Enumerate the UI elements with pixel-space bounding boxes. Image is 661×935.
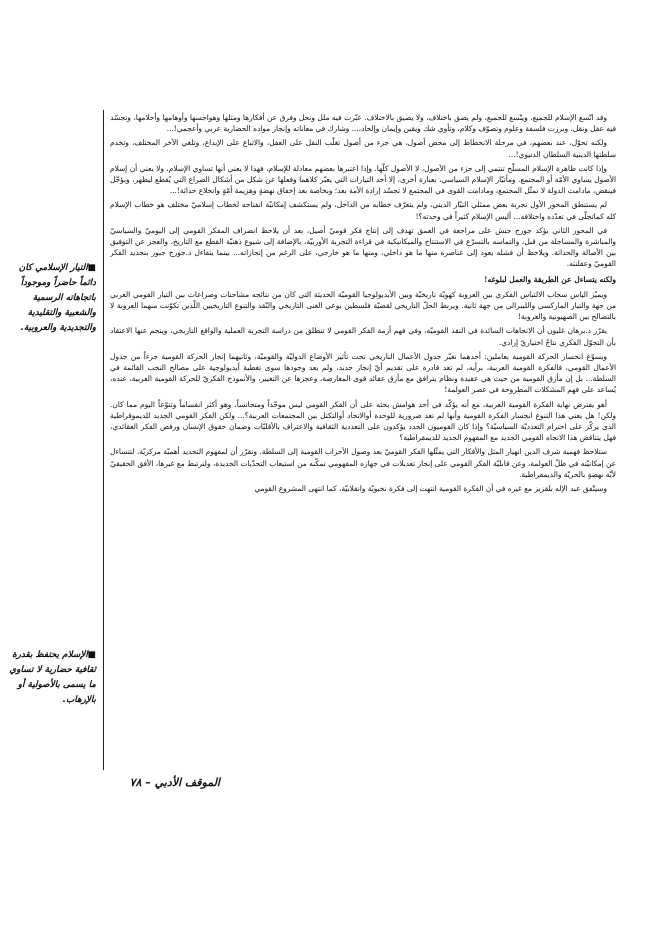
paragraph: يقرّر د.برهان غليون أن الاتجاهات السائدة في النقد القوميّة، وفي فهم أزمة الفكر القومي لا تنطلق من دراسة التجربة العملية والواقع التاريخي، وينجم عنها الاعتقاد بأن التحوّل الفكري نتاجٌ اختياريّ إرادي.: [110, 326, 616, 347]
paragraph: في المحور الثاني يؤكد جورج جبش على مراجعة في العمق تهدف إلى إنتاج فكر قوميّ أصيل، بعد أن يلاحظ انصراف المفكر القومي إلى اليوميّ والسياسيّ والمباشرة والمساجلة من قبل، والتماسه بالتسرّع في الاستنتاج والميكانيكية في قراءة التجربة الأوربيّة، بالإضافة إلى شيوع ذهنيّة القطع مع التاريخ، والعجز عن التوفيق بين الأصالة والحداثة. ويلاحظ أن فشله يعود إلى عناصره منها ما هو داخلي، ومنها ما هو خارجي، على الرغم من إنجازاته... بينما يتفاءل د.جورج جبور بتجديد الفكر القوميّ وعقلنته.: [110, 225, 616, 269]
paragraph: ويسوّغ انحسار الحركة القومية بعاملين: أحدهما تغيّر جدول الأعمال التاريخي تحت تأثير الأوضاع الدوليّة والقوميّة، وثانيهما إنجاز الحركة القومية جزءاً من جدول الأعمال القومي، فالفكرة القومية العربية، برأيه، لم تعد قادرة على تقديم أيّ إنجاز جديد، ولم يعد وجودها سوى تغطية أيديولوجية على مصالح النخب القائمة في السلطة... بل إن مأزق القومية من حيث هي عقيدة ونظام يترافق مع مأزق عقائد قوى المعارضة، وعجزها عن التغيير، والأنموذج الفكريّ للحركة القومية العربية، عنده، يُساعد على فهم المشكلات المطروحة في عصر العولمة!: [110, 351, 616, 395]
paragraph: ستلاحظ فهمية شرف الدين انهيار المثل والأفكار التي يمثّلها الفكر القوميّ بعد وصول الأحزاب القومية إلى السلطة. وتقرّر أن لمفهوم التجديد أهميّة مركزيّة، لتتساءل عن إمكانيّته في ظلّ العولمة، وعن قابليّة الفكر القومي على إنجاز تعديلات في جهازه المفهومي تمكّنه من استيعاب التحدّيات الجديدة، ولترتبط مع غيرها، الأفق الحقيقيّ لأيّة نهضةٍ بالحريّة والديمقراطية.: [110, 447, 616, 479]
pull-quote-1: ■التيار الإسلامي كان دائماً حاضراً وموجوداً باتجاهاته الرسمية والشعبية والتقليدية والتجديدية والعروبية.: [18, 263, 96, 333]
paragraph: وقد اتّسع الإسلام للجميع، ويتّسع للجميع، ولم يضق باختلاف، ولا يضيق بالاختلاف. عبّرت فيه ملل ونحل وفرق عن أفكارها ومثلها وهواجسها وأوهامها وأحلامها، وتجسّد فيه عقل ونقل، وبرزت فلسفة وعلوم وتصوّف وكلام، وتأوي شك ويقين وإيمان وإلحاد،... وشارك في معاناته وإنجاز مواده الحضارية عربي وأعجمي!...: [110, 113, 616, 134]
article-body: [110, 112, 616, 772]
page-number: ٧٨: [129, 776, 142, 789]
pull-quote-2: ■الإسلام يحتفظ بقدرة ثقافية حضارية لا تساوي ما يسمى بالأصولية أو بالإرهاب.: [9, 650, 96, 705]
paragraph: أهو يفترض نهاية الفكرة القومية العربية، مع أنه يؤكّد في أحد هوامش بحثه على أن الفكر القومي ليس موحّداً ومتجانساً، وهو أكثر انقساماً وتنوّعاً اليوم مما كان. ولكن! هل يعني هذا التنوع انحسار الفكرة القومية وأنها لم تعد ضرورية للوحدة أوالاتحاد أوالتكتل بين المجتمعات العربية؟... ولكن الفكر القومي الجديد للديموقراطية الذي يركّز على احترام التعدديّة السياسيّة؟ وإذا كان القوميون الجدد يؤكدون على التعددية الثقافية والاعتراف بالأقليّات وضمان حقوق الإنسان ورفض الفكر العقائدي، فهل يتناقض هذا الاتجاه القومي الجديد مع المفهوم الجديد للديمقراطية؟: [110, 399, 616, 443]
paragraph: وسيتّفق عبد الإله بلقزيز مع غيره في أن الفكرة القومية انتهت إلى فكرة نخبويّة وانقلابيّة، كما انتهى المشروع القومي: [254, 484, 607, 494]
journal-name: الموقف الأدبي: [154, 776, 220, 789]
paragraph: ولكنه تحوّل، عند بعضهم، في مرحلة الانحطاط إلى محض أصول، هي جزء من أصول تغلّب النقل على العقل، والاتباع على الإبداع، وتلغي الآخر المختلف، وتخدم سلطتها الدينية السلطان الدنيوي!...: [110, 138, 616, 159]
paragraph: لم يستنطق المحور الأول تجربة بعض ممثلي التيّار الديني، ولم يتعرّف خطابه من الداخل، ولم يستكشف إمكانيّة انفتاحه لخطاب إسلاميّ مختلف هو خطاب الإسلام كله كماتجلّى في تعدّده واختلافه... أليس الإسلام كثيراً في وحدته؟!: [110, 200, 616, 221]
section-heading: ولكنه يتساءل عن الطريقة والعمل لبلوغه!: [484, 274, 616, 284]
page-footer: [112, 776, 220, 790]
paragraph: وإذا كانت ظاهرة الإسلام المسلّح تنتمي إلى جزء من الأصول، لا الأصول كلّها. وإذا اعتبرها بعضهم معادلة للإسلام، فهذا لا يعني أنها تساوي الإسلام، ولا يعني أن إسلام الأصول يساوي الأمّة أو المجتمع. ومأتيّار الإسلام السياسي، بعبارة أخرى، إلا أحد التيارات التي يعبّر كلاهما وفعلها عن شكل من أشكال الصراع التي يُقطع ليظهر، ويؤجّل فينقض، مادامت الدولة لا تمثّل المجتمع، ومادامت القوى في المجتمع لا تجسّد إرادة الأمة بعد؛ وبخاصة بعد إخفاق نهضةٍ وهزيمة أمّةٍ وانخلاع حداثة!...: [110, 163, 616, 196]
footer-separator: –: [145, 776, 151, 789]
column-rule: [103, 110, 104, 770]
paragraph: ويميّز الياس سحاب الالتباس الفكري بين العروبة كهويّة تاريخيّة وبين الأيديولوجيا القوميّة الحديثة التي كان من نتائجه مشاحنات وصراعات بين التيار القومي العربي من جهة والتيار الماركسي والليبرالي من جهة ثانية. ويربط الحلّ التاريخي لقضيّة فلسطين بوعي الغنى التاريخي والنّقد والتنوع التاريخيين اللّذين تكوّنت منهما العروبة لا بالتصالح بين الصهيونية والعروبة!: [110, 289, 616, 322]
